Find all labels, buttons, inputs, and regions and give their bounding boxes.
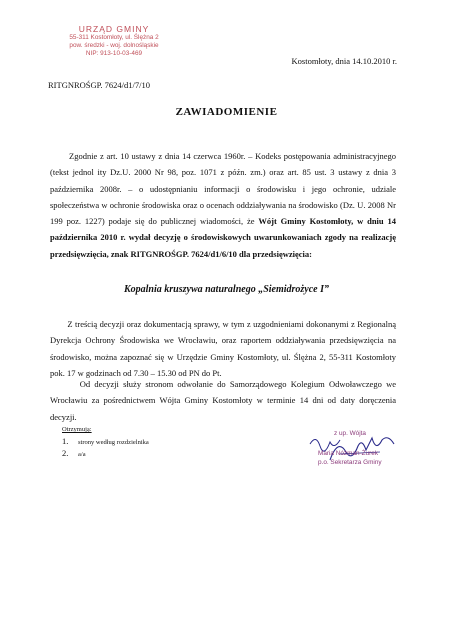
- stamp-nip: NIP: 913-10-03-469: [85, 50, 143, 57]
- reference-number: RITGNROŚGP. 7624/d1/7/10: [48, 80, 151, 90]
- paragraph-documentation-text: Z treścią decyzji oraz dokumentacją sprawy, w tym z uzgodnieniami dokonanymi z Regionalną Dyrekcja Ochrony Środowiska we Wrocławiu, oraz raportem oddziaływania przedsięwzięcia na środowisko, można zapoznać się w Urzędzie Gminy Kostomłoty, ul. Ślężna 2, 55-311 Kostomłoty pok. 17 w godzinach od 7.30 – 15.30 od PN do Pt.: [50, 319, 396, 378]
- paragraph-appeal: [50, 376, 396, 425]
- stamp-title: URZĄD GMINY: [78, 24, 150, 34]
- paragraph-legal-basis: [50, 148, 396, 262]
- signature-role: p.o. Sekretarza Gminy: [318, 459, 382, 466]
- paragraph-appeal-text: Od decyzji służy stronom odwołanie do Samorządowego Kolegium Odwoławczego we Wrocławiu za pośrednictwem Wójta Gminy Kostomłoty w terminie 14 dni od daty doręczenia decyzji.: [50, 379, 396, 422]
- document-title: ZAWIADOMIENIE: [175, 106, 278, 118]
- signature-name: Maria Nóżman-Żurek: [318, 450, 379, 457]
- list-item-number: 1.: [62, 436, 69, 446]
- place-date: Kostomłoty, dnia 14.10.2010 r.: [291, 56, 397, 66]
- stamp-address: 55-311 Kostomłoty, ul. Ślężna 2: [69, 34, 159, 41]
- list-item-text: a/a: [78, 451, 86, 458]
- office-stamp: [55, 24, 173, 58]
- list-item-text: strony według rozdzielnika: [78, 439, 149, 446]
- stamp-region: pow. średzki - woj. dolnośląskie: [69, 42, 159, 49]
- signature-block: [300, 430, 420, 478]
- recipients-list: [62, 426, 149, 458]
- signature-authority: z up. Wójta: [334, 430, 366, 437]
- paragraph-decision-text: Wójt Gminy Kostomłoty, w dniu 14 października 2010 r. wydał decyzję o środowiskowych uwarunkowaniach zgody na realizację przedsięwzięcia, znak RITGNROŚGP. 7624/d1/6/10 dla przedsięwzięcia:: [50, 216, 396, 259]
- paragraph-legal-basis-text: Zgodnie z art. 10 ustawy z dnia 14 czerwca 1960r. – Kodeks postępowania administracyjnego (tekst jednol ity Dz.U. 2000 Nr 98, poz. 1071 z późn. zm.) oraz art. 85 ust. 3 ustawy z dnia 3 października 2008r. – o udostępnianiu informacji o środowisku i jego ochronie, udziale społeczeństwa w ochronie środowiska oraz o ocenach oddziaływania na środowisko (Dz. U. 2008 Nr 199 poz. 1227) podaje się do publicznej wiadomości, że: [50, 151, 397, 227]
- paragraph-documentation: [50, 316, 396, 381]
- list-item: [62, 436, 149, 446]
- list-item-number: 2.: [62, 448, 69, 458]
- project-title: Kopalnia kruszywa naturalnego „Siemidrożyce I”: [123, 284, 330, 295]
- list-item: [62, 448, 149, 458]
- recipients-heading: Otrzymują:: [62, 426, 92, 433]
